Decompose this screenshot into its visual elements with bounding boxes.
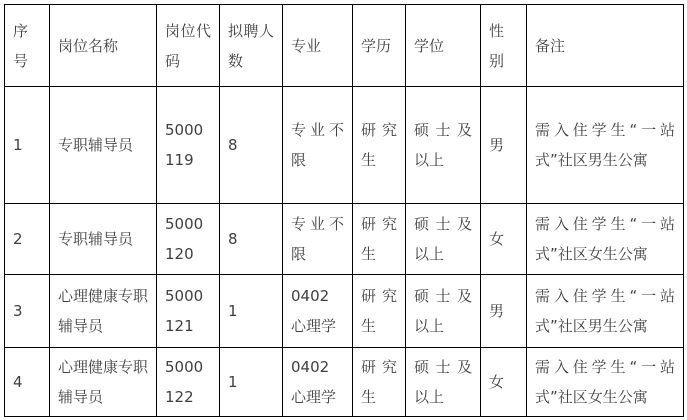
cell-notes: 需入住学生“一站式”社区男生公寓 [527, 87, 684, 204]
cell-major: 专业不限 [283, 204, 353, 275]
cell-position-name: 专职辅导员 [50, 204, 157, 275]
cell-index: 2 [5, 204, 50, 275]
cell-planned-hires: 1 [220, 348, 283, 417]
header-row [5, 5, 684, 87]
cell-education: 研究生 [353, 275, 406, 348]
cell-index: 3 [5, 275, 50, 348]
header-cell-planned-hires: 拟聘人数 [220, 5, 283, 87]
cell-position-name: 专职辅导员 [50, 87, 157, 204]
header-cell-gender: 性别 [481, 5, 527, 87]
cell-position-code: 5000120 [157, 204, 220, 275]
header-cell-position-code: 岗位代码 [157, 5, 220, 87]
table-row [5, 275, 684, 348]
cell-position-code: 5000121 [157, 275, 220, 348]
cell-index: 4 [5, 348, 50, 417]
cell-position-name: 心理健康专职辅导员 [50, 275, 157, 348]
cell-position-code: 5000119 [157, 87, 220, 204]
cell-degree: 硕士及以上 [406, 275, 481, 348]
cell-education: 研究生 [353, 87, 406, 204]
table-row [5, 204, 684, 275]
cell-planned-hires: 8 [220, 204, 283, 275]
cell-position-name: 心理健康专职辅导员 [50, 348, 157, 417]
cell-notes: 需入住学生“一站式”社区女生公寓 [527, 348, 684, 417]
header-cell-position-name: 岗位名称 [50, 5, 157, 87]
header-cell-degree: 学位 [406, 5, 481, 87]
cell-major: 0402心理学 [283, 275, 353, 348]
cell-index: 1 [5, 87, 50, 204]
table-row [5, 87, 684, 204]
cell-gender: 男 [481, 275, 527, 348]
cell-planned-hires: 8 [220, 87, 283, 204]
cell-planned-hires: 1 [220, 275, 283, 348]
cell-education: 研究生 [353, 348, 406, 417]
header-cell-notes: 备注 [527, 5, 684, 87]
recruitment-positions-table [4, 4, 684, 417]
cell-gender: 女 [481, 204, 527, 275]
cell-gender: 女 [481, 348, 527, 417]
cell-position-code: 5000122 [157, 348, 220, 417]
cell-notes: 需入住学生“一站式”社区男生公寓 [527, 275, 684, 348]
cell-notes: 需入住学生“一站式”社区女生公寓 [527, 204, 684, 275]
header-cell-education: 学历 [353, 5, 406, 87]
cell-degree: 硕士及以上 [406, 348, 481, 417]
cell-gender: 男 [481, 87, 527, 204]
cell-major: 专业不限 [283, 87, 353, 204]
cell-degree: 硕士及以上 [406, 204, 481, 275]
header-cell-major: 专业 [283, 5, 353, 87]
cell-degree: 硕士及以上 [406, 87, 481, 204]
cell-major: 0402心理学 [283, 348, 353, 417]
header-cell-index: 序号 [5, 5, 50, 87]
table-row [5, 348, 684, 417]
cell-education: 研究生 [353, 204, 406, 275]
